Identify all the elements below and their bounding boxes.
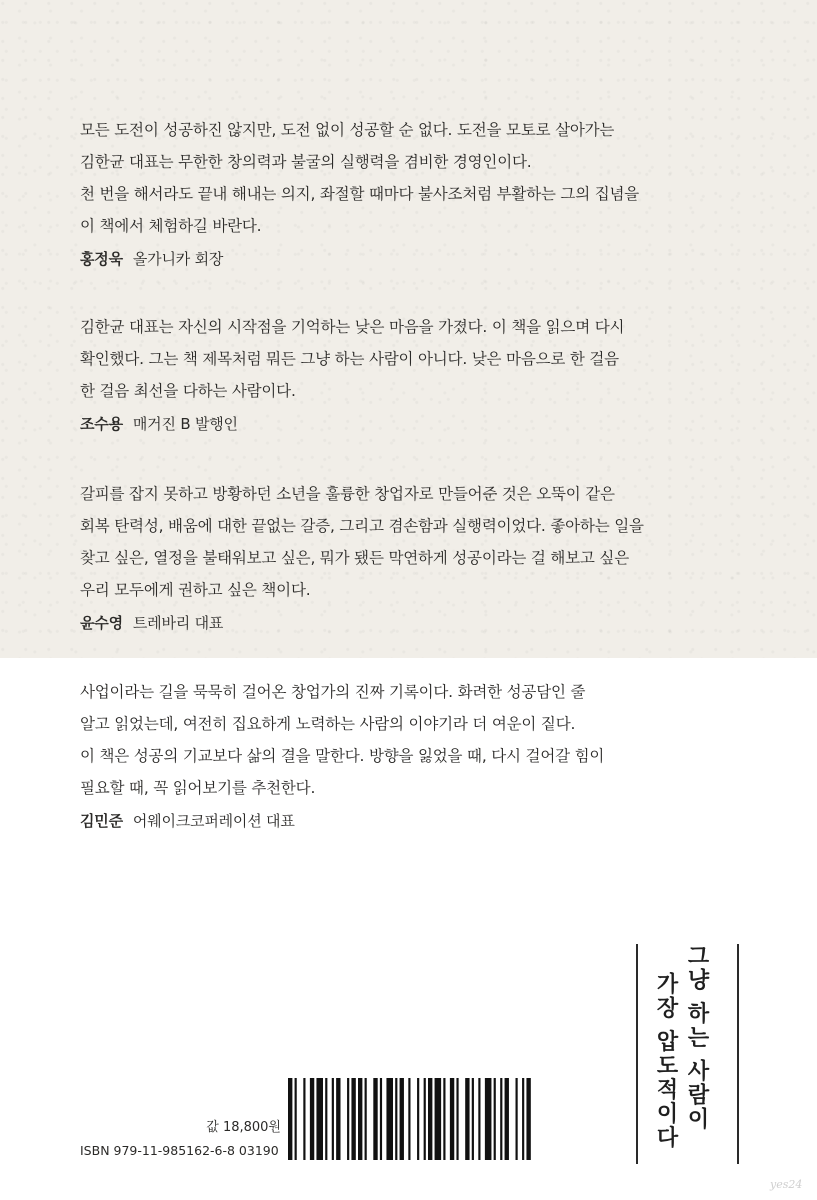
endorsement-line: 이 책은 성공의 기교보다 삶의 결을 말한다. 방향을 잃었을 때, 다시 걸어갈 힘이: [80, 747, 605, 765]
endorser-title: 트레바리 대표: [132, 614, 224, 632]
endorsement-4: [80, 676, 740, 832]
barcode-bar: [516, 1078, 518, 1160]
barcode-bar: [522, 1078, 524, 1160]
endorsement-2: [80, 311, 740, 435]
endorsement-line: 우리 모두에게 권하고 싶은 책이다.: [80, 581, 311, 599]
endorsement-line: 한 걸음 최선을 다하는 사람이다.: [80, 382, 296, 400]
endorser-name: 윤수영: [80, 614, 123, 632]
book-title-line-2: 가장 압도적이다: [653, 972, 678, 1150]
barcode-bar: [417, 1078, 419, 1160]
endorsement-1: [80, 114, 740, 270]
barcode-bar: [288, 1078, 292, 1160]
endorsement-line: 알고 읽었는데, 여전히 집요하게 노력하는 사람의 이야기라 더 여운이 짙다.: [80, 715, 576, 733]
barcode-bar: [526, 1078, 530, 1160]
barcode-bar: [325, 1078, 327, 1160]
endorsement-line: 갈피를 잡지 못하고 방황하던 소년을 훌륭한 창업자로 만들어준 것은 오뚝이 같은: [80, 485, 615, 503]
endorser-signature: [80, 248, 740, 270]
barcode-bar: [443, 1078, 445, 1160]
barcode-bar: [347, 1078, 349, 1160]
barcode-bar: [365, 1078, 367, 1160]
barcode-bar: [358, 1078, 362, 1160]
barcode-bar: [435, 1078, 442, 1160]
endorsement-3: [80, 478, 740, 634]
endorsement-line: 회복 탄력성, 배움에 대한 끝없는 갈증, 그리고 겸손함과 실행력이었다. 좋아하는 일을: [80, 517, 644, 535]
endorsement-line: 이 책에서 체험하길 바란다.: [80, 217, 262, 235]
endorser-name: 홍정욱: [80, 250, 123, 268]
endorser-name: 김민준: [80, 812, 123, 830]
barcode-bar: [500, 1078, 502, 1160]
endorser-signature: [80, 810, 740, 832]
barcode-bar: [316, 1078, 323, 1160]
endorser-signature: [80, 413, 740, 435]
barcode-bar: [373, 1078, 377, 1160]
barcode-bar: [310, 1078, 314, 1160]
book-title-line-1: 그냥 하는 사람이: [684, 944, 709, 1132]
barcode-bar: [456, 1078, 458, 1160]
isbn-label: ISBN 979-11-985162-6-8 03190: [80, 1143, 279, 1158]
barcode-bar: [400, 1078, 404, 1160]
barcode-bar: [351, 1078, 355, 1160]
endorsement-line: 찾고 싶은, 열정을 불태워보고 싶은, 뭐가 됐든 막연하게 성공이라는 걸 해보고 싶은: [80, 549, 629, 567]
barcode-bar: [485, 1078, 492, 1160]
barcode-bar: [450, 1078, 454, 1160]
barcode-bar: [505, 1078, 509, 1160]
barcode-bar: [408, 1078, 410, 1160]
barcode-bar: [386, 1078, 393, 1160]
price-label: 값 18,800원: [206, 1120, 281, 1135]
endorsement-line: 천 번을 해서라도 끝내 해내는 의지, 좌절할 때마다 불사조처럼 부활하는 그의 집념을: [80, 185, 640, 203]
barcode-bar: [478, 1078, 480, 1160]
barcode-bar: [295, 1078, 297, 1160]
barcode-bar: [380, 1078, 382, 1160]
endorsement-line: 사업이라는 길을 묵묵히 걸어온 창업가의 진짜 기록이다. 화려한 성공담인 줄: [80, 683, 586, 701]
title-rule-right: [737, 944, 739, 1164]
barcode-bar: [336, 1078, 340, 1160]
endorsement-line: 확인했다. 그는 책 제목처럼 뭐든 그냥 하는 사람이 아니다. 낮은 마음으로 한 걸음: [80, 350, 619, 368]
barcode-bar: [472, 1078, 474, 1160]
isbn-barcode: [288, 1078, 533, 1160]
endorsement-line: 김한균 대표는 자신의 시작점을 기억하는 낮은 마음을 가졌다. 이 책을 읽으며 다시: [80, 318, 625, 336]
barcode-bar: [303, 1078, 305, 1160]
endorsement-line: 필요할 때, 꼭 읽어보기를 추천한다.: [80, 779, 316, 797]
barcode-bar: [424, 1078, 426, 1160]
title-rule-left: [636, 944, 638, 1164]
endorser-title: 올가니카 회장: [132, 250, 224, 268]
barcode-bar: [395, 1078, 397, 1160]
barcode-bar: [428, 1078, 432, 1160]
barcode-bar: [494, 1078, 496, 1160]
endorsement-line: 김한균 대표는 무한한 창의력과 불굴의 실행력을 겸비한 경영인이다.: [80, 153, 532, 171]
endorser-title: 어웨이크코퍼레이션 대표: [132, 812, 295, 830]
barcode-bar: [465, 1078, 469, 1160]
watermark-logo: yes24: [770, 1178, 803, 1191]
endorsement-line: 모든 도전이 성공하진 않지만, 도전 없이 성공할 순 없다. 도전을 모토로 살아가는: [80, 121, 615, 139]
endorser-title: 매거진 B 발행인: [132, 415, 238, 433]
barcode-bar: [332, 1078, 334, 1160]
endorser-signature: [80, 612, 740, 634]
endorser-name: 조수용: [80, 415, 123, 433]
